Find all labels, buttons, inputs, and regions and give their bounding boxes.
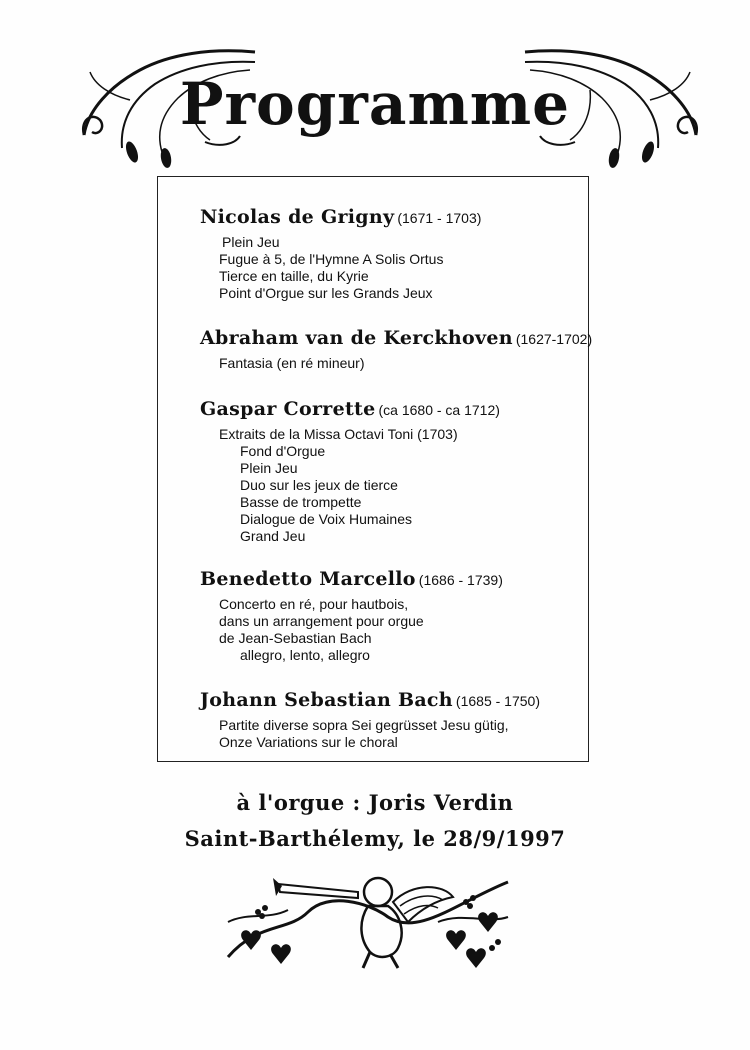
composer-heading — [200, 327, 592, 349]
composer-dates: (1671 - 1703) — [397, 210, 482, 226]
work-title: Onze Variations sur le choral — [219, 734, 398, 750]
work-title: Point d'Orgue sur les Grands Jeux — [219, 285, 433, 301]
composer-name: Johann Sebastian Bach — [200, 689, 453, 711]
work-title: Plein Jeu — [222, 234, 280, 250]
venue-date-line: Saint-Barthélemy, le 28/9/1997 — [184, 826, 566, 851]
composer-dates: (ca 1680 - ca 1712) — [378, 402, 500, 418]
composer-heading — [200, 689, 540, 711]
performer-line: à l'orgue : Joris Verdin — [236, 790, 514, 815]
composer-dates: (1686 - 1739) — [418, 572, 503, 588]
composer-dates: (1685 - 1750) — [455, 693, 540, 709]
composer-name: Abraham van de Kerckhoven — [200, 327, 513, 349]
work-title: Fond d'Orgue — [240, 443, 326, 459]
composer-heading — [200, 398, 500, 420]
work-title: Partite diverse sopra Sei gegrüsset Jesu gütig, — [219, 717, 509, 733]
composer-heading — [200, 568, 503, 590]
work-title: Tierce en taille, du Kyrie — [219, 268, 369, 284]
composer-heading — [200, 206, 481, 228]
work-title: de Jean-Sebastian Bach — [219, 630, 372, 646]
work-title: Dialogue de Voix Humaines — [240, 511, 412, 527]
work-title: allegro, lento, allegro — [240, 647, 370, 663]
work-title: Duo sur les jeux de tierce — [240, 477, 398, 493]
work-title: Fantasia (en ré mineur) — [219, 355, 365, 371]
composer-name: Gaspar Corrette — [200, 398, 376, 420]
work-title: Grand Jeu — [240, 528, 306, 544]
composer-name: Nicolas de Grigny — [200, 206, 395, 228]
page-title: Programme — [179, 70, 571, 138]
work-title: Fugue à 5, de l'Hymne A Solis Ortus — [219, 251, 444, 267]
work-title: Basse de trompette — [240, 494, 362, 510]
composer-name: Benedetto Marcello — [200, 568, 416, 590]
work-title: Plein Jeu — [240, 460, 298, 476]
composer-dates: (1627-1702) — [515, 331, 593, 347]
work-title: Concerto en ré, pour hautbois, — [219, 596, 409, 612]
cherub-vine-engraving — [218, 862, 518, 972]
work-title: Extraits de la Missa Octavi Toni (1703) — [219, 426, 458, 442]
work-title: dans un arrangement pour orgue — [219, 613, 424, 629]
